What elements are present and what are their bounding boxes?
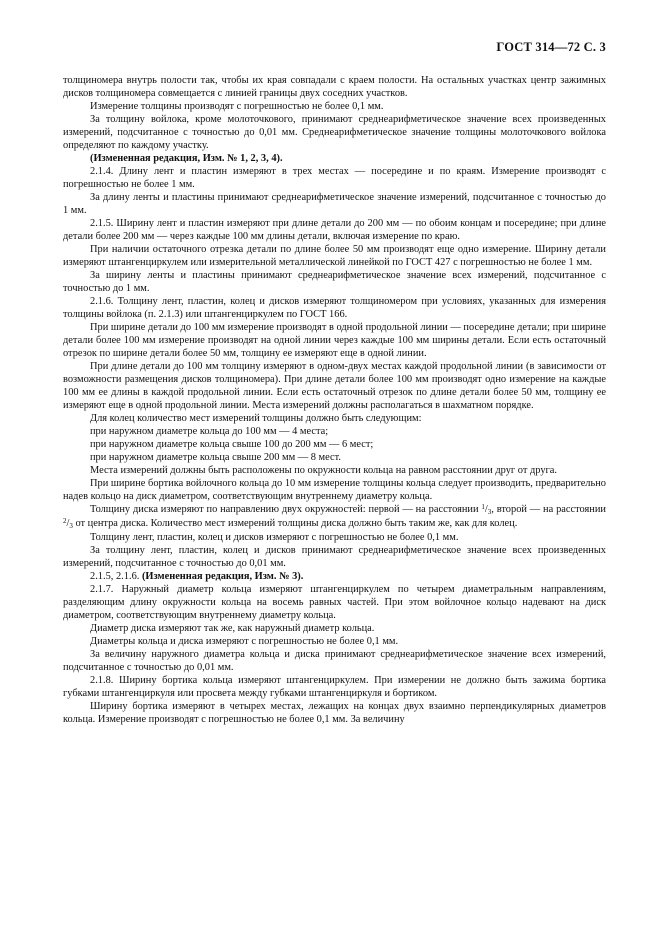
body-text	[63, 74, 606, 726]
paragraph: За толщину лент, пластин, колец и дисков принимают среднеарифметическое значение всех произведенных измерений, подсчитанное с точностью до 0,01 мм.	[63, 545, 606, 569]
clause-ref: 2.1.5, 2.1.6.	[90, 571, 142, 582]
paragraph: Толщину лент, пластин, колец и дисков измеряют с погрешностью не более 0,1 мм.	[90, 532, 459, 543]
paragraph: При ширине детали до 100 мм измерение производят в одной продольной линии — посередине детали; при ширине детали более 100 мм измерение производят на одной линии через каждые 100 мм ширины детали. Если есть остаточный отрезок по ширине детали более 50 мм, толщину ее измеряют еще в одной линии.	[63, 322, 606, 359]
paragraph: При длине детали до 100 мм толщину измеряют в одном-двух местах каждой продольной линии (в зависимости от возможности размещения дисков толщиномера). При длине детали более 100 мм производят одно измерение на каждые 100 мм ее длины в каждой продольной линии. Если есть остаточный отрезок по длине детали более 50 мм, толщину ее измеряют еще в одной продольной линии. Места измерений должны располагаться в шахматном порядке.	[63, 361, 606, 411]
paragraph: Измерение толщины производят с погрешностью не более 0,1 мм.	[90, 101, 384, 112]
fraction-numerator: 1	[481, 503, 485, 511]
paragraph: За толщину войлока, кроме молоточкового, принимают среднеарифметическое значение всех произведенных измерений, подсчитанное с точностью до 0,01 мм. Среднеарифметическое значение толщины молоточкового войлока определяют по каждому участку.	[63, 114, 606, 151]
paragraph-fractions: Толщину диска измеряют по направлению двух окружностей: первой — на расстоянии $^1$/3, второй — на расстоянии $^2$/3 от центра диска. Количество мест измерений толщины диска должно быть таким же, как для колец.	[63, 503, 606, 530]
list-item: при наружном диаметре кольца до 100 мм — 4 места;	[90, 426, 329, 437]
paragraph: 2.1.8. Ширину бортика кольца измеряют штангенциркулем. При измерении не должно быть зажима бортика губками штангенциркуля или просвета между губками штангенциркуля и бортиком.	[63, 675, 606, 699]
paragraph: 2.1.5. Ширину лент и пластин измеряют при длине детали до 200 мм — по обоим концам и посередине; при длине детали более 200 мм — через каждые 100 мм длины детали, включая измерение по краю.	[63, 218, 606, 242]
fraction-numerator: 2	[63, 517, 67, 525]
paragraph: 2.1.7. Наружный диаметр кольца измеряют штангенциркулем по четырем диаметральным направлениям, разделяющим длину окружности кольца на восемь равных частей. При этом войлочное кольцо надевают на диск диаметром, соответствующим внутреннему диаметру кольца.	[63, 584, 606, 621]
paragraph: 2.1.6. Толщину лент, пластин, колец и дисков измеряют толщиномером при условиях, указанных для измерения толщины войлока (п. 2.1.3) или штангенциркулем по ГОСТ 166.	[63, 296, 606, 320]
paragraph: За длину ленты и пластины принимают среднеарифметическое значение измерений, подсчитанное с точностью до 1 мм.	[63, 192, 606, 216]
paragraph: толщиномера внутрь полости так, чтобы их края совпадали с краем полости. На остальных участках центр зажимных дисков толщиномера совмещается с линией границы двух соседних участков.	[63, 75, 606, 99]
text-segment: Толщину диска измеряют по направлению двух окружностей: первой — на расстоянии	[90, 504, 482, 515]
list-item: при наружном диаметре кольца свыше 200 мм — 8 мест.	[90, 452, 341, 463]
paragraph: При наличии остаточного отрезка детали по длине более 50 мм производят еще одно измерение. Ширину детали измеряют штангенциркулем или измерительной металлической линейкой по ГОСТ 427 с погрешностью не более 1 мм.	[63, 244, 606, 268]
paragraph: Диаметр диска измеряют так же, как наружный диаметр кольца.	[90, 623, 375, 634]
amendment-note: (Измененная редакция, Изм. № 1, 2, 3, 4).	[90, 153, 283, 164]
list-item: при наружном диаметре кольца свыше 100 до 200 мм — 6 мест;	[90, 439, 374, 450]
paragraph: Для колец количество мест измерений толщины должно быть следующим:	[90, 413, 422, 424]
paragraph: Ширину бортика измеряют в четырех местах, лежащих на концах двух взаимно перпендикулярных диаметров кольца. Измерение производят с погрешностью не более 0,1 мм. За величину	[63, 701, 606, 725]
text-segment: , второй — на расстоянии	[491, 504, 606, 515]
amendment-text: (Измененная редакция, Изм. № 3).	[141, 571, 304, 582]
fraction-denominator: 3	[69, 522, 73, 530]
paragraph: За ширину ленты и пластины принимают среднеарифметическое значение всех измерений, подсчитанное с точностью до 1 мм.	[63, 270, 606, 294]
paragraph: Места измерений должны быть расположены по окружности кольца на равном расстоянии друг от друга.	[90, 465, 558, 476]
paragraph: При ширине бортика войлочного кольца до 10 мм измерение толщины кольца следует производить, предварительно надев кольцо на диск диаметром, соответствующим внутреннему диаметру кольца.	[63, 478, 606, 502]
text-segment: от центра диска. Количество мест измерений толщины диска должно быть таким же, как для колец.	[72, 518, 518, 529]
paragraph: Диаметры кольца и диска измеряют с погрешностью не более 0,1 мм.	[90, 636, 399, 647]
fraction-denominator: 3	[487, 508, 492, 516]
amendment-note	[63, 570, 606, 583]
paragraph: За величину наружного диаметра кольца и диска принимают среднеарифметическое значение всех измерений, подсчитанное с точностью до 0,01 мм.	[63, 649, 606, 673]
paragraph: 2.1.4. Длину лент и пластин измеряют в трех местах — посередине и по краям. Измерение производят с погрешностью не более 1 мм.	[63, 166, 606, 190]
page-header: ГОСТ 314—72 С. 3	[496, 40, 606, 54]
